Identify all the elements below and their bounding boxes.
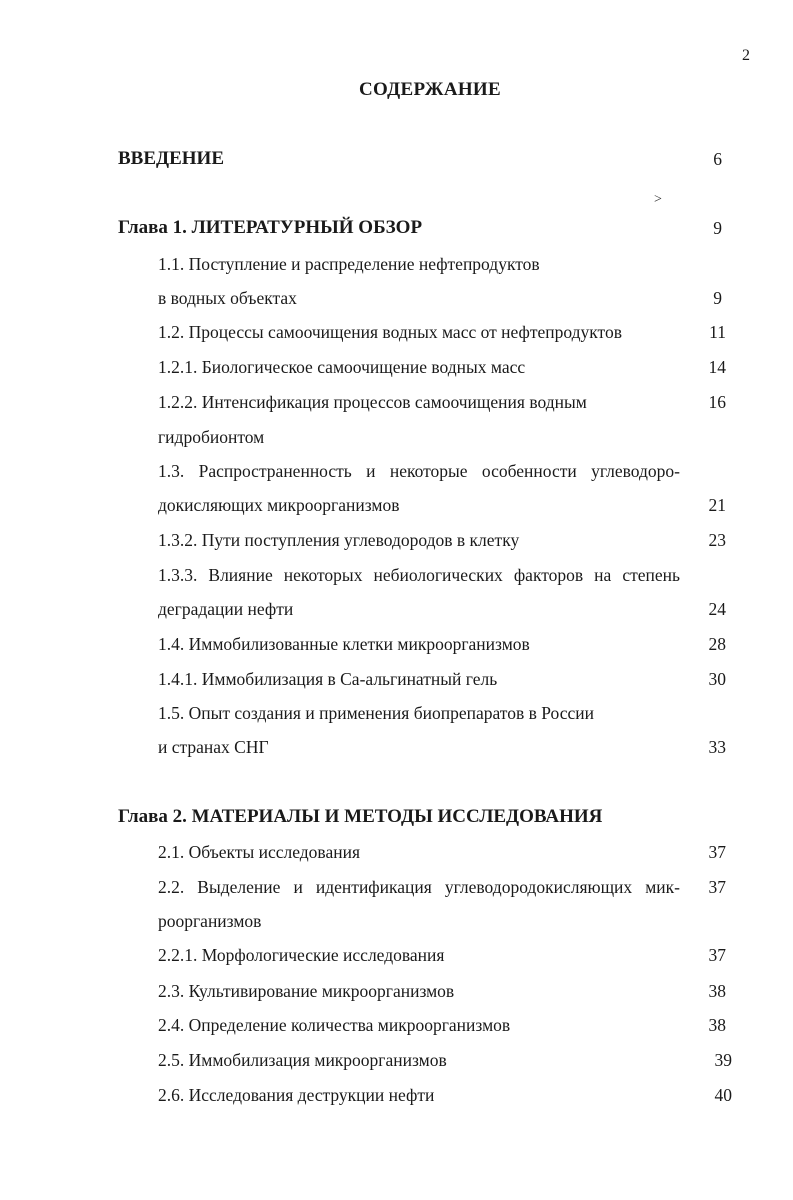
toc-entry-page: 37 — [708, 842, 726, 862]
toc-entry-page: 9 — [713, 288, 722, 308]
chapter-1-page: 9 — [713, 218, 722, 238]
toc-entry-line[interactable]: докисляющих микроорганизмов — [158, 495, 400, 515]
toc-entry-line[interactable]: гидробионтом — [158, 427, 265, 447]
toc-entry-line[interactable]: 2.5. Иммобилизация микроорганизмов — [158, 1050, 447, 1070]
toc-entry-line[interactable]: 2.2.1. Морфологические исследования — [158, 945, 445, 965]
toc-entry-line[interactable]: в водных объектах — [158, 288, 297, 308]
toc-intro-page: 6 — [713, 149, 722, 169]
toc-entry-line[interactable]: 1.3.2. Пути поступления углеводородов в клетку — [158, 530, 520, 550]
scan-mark: > — [654, 192, 662, 207]
toc-entry-page: 37 — [708, 877, 726, 897]
toc-entry-line[interactable]: 2.6. Исследования деструкции нефти — [158, 1085, 435, 1105]
toc-entry-page: 28 — [708, 634, 726, 654]
toc-entry-page: 23 — [708, 530, 726, 550]
page-number: 2 — [742, 47, 750, 64]
chapter-1-heading[interactable]: Глава 1. ЛИТЕРАТУРНЫЙ ОБЗОР — [118, 217, 423, 238]
toc-intro-label[interactable]: ВВЕДЕНИЕ — [118, 148, 224, 169]
chapter-2-heading[interactable]: Глава 2. МАТЕРИАЛЫ И МЕТОДЫ ИССЛЕДОВАНИЯ — [118, 806, 603, 827]
toc-entry-page: 30 — [708, 669, 726, 689]
toc-entry-page: 24 — [708, 599, 726, 619]
toc-entry-line[interactable]: 2.3. Культивирование микроорганизмов — [158, 981, 455, 1001]
toc-entry-line[interactable]: 2.1. Объекты исследования — [158, 842, 361, 862]
toc-entry-line[interactable]: 1.1. Поступление и распределение нефтепродуктов — [158, 254, 540, 274]
toc-entry-line[interactable]: деградации нефти — [158, 599, 294, 619]
page-title: СОДЕРЖАНИЕ — [359, 79, 501, 100]
toc-entry-line[interactable]: 1.4. Иммобилизованные клетки микроорганизмов — [158, 634, 530, 654]
toc-entry-line[interactable]: 1.2.2. Интенсификация процессов самоочищения водным — [158, 392, 587, 412]
toc-entry-line[interactable]: и странах СНГ — [158, 737, 269, 757]
toc-entry-line[interactable]: 1.2.1. Биологическое самоочищение водных масс — [158, 357, 526, 377]
toc-entry-line[interactable]: 1.3. Распространенность и некоторые особенности углеводоро- — [158, 461, 680, 481]
toc-entry-line[interactable]: 1.5. Опыт создания и применения биопрепаратов в России — [158, 703, 594, 723]
toc-entry-line[interactable]: 2.4. Определение количества микроорганизмов — [158, 1015, 511, 1035]
toc-entry-page: 11 — [709, 322, 726, 342]
toc-entry-page: 38 — [708, 1015, 726, 1035]
toc-entry-line[interactable]: 1.3.3. Влияние некоторых небиологических факторов на степень — [158, 565, 680, 585]
toc-entry-page: 40 — [714, 1085, 732, 1105]
toc-entry-line[interactable]: 1.2. Процессы самоочищения водных масс от нефтепродуктов — [158, 322, 622, 342]
toc-entry-page: 37 — [708, 945, 726, 965]
toc-entry-page: 38 — [708, 981, 726, 1001]
toc-entry-page: 33 — [708, 737, 726, 757]
toc-entry-line[interactable]: роорганизмов — [158, 911, 262, 931]
toc-entry-line[interactable]: 2.2. Выделение и идентификация углеводородокисляющих мик- — [158, 877, 680, 897]
toc-entry-line[interactable]: 1.4.1. Иммобилизация в Са-альгинатный гель — [158, 669, 498, 689]
toc-entry-page: 21 — [708, 495, 726, 515]
toc-entry-page: 16 — [708, 392, 726, 412]
toc-entry-page: 39 — [714, 1050, 732, 1070]
toc-entry-page: 14 — [708, 357, 726, 377]
